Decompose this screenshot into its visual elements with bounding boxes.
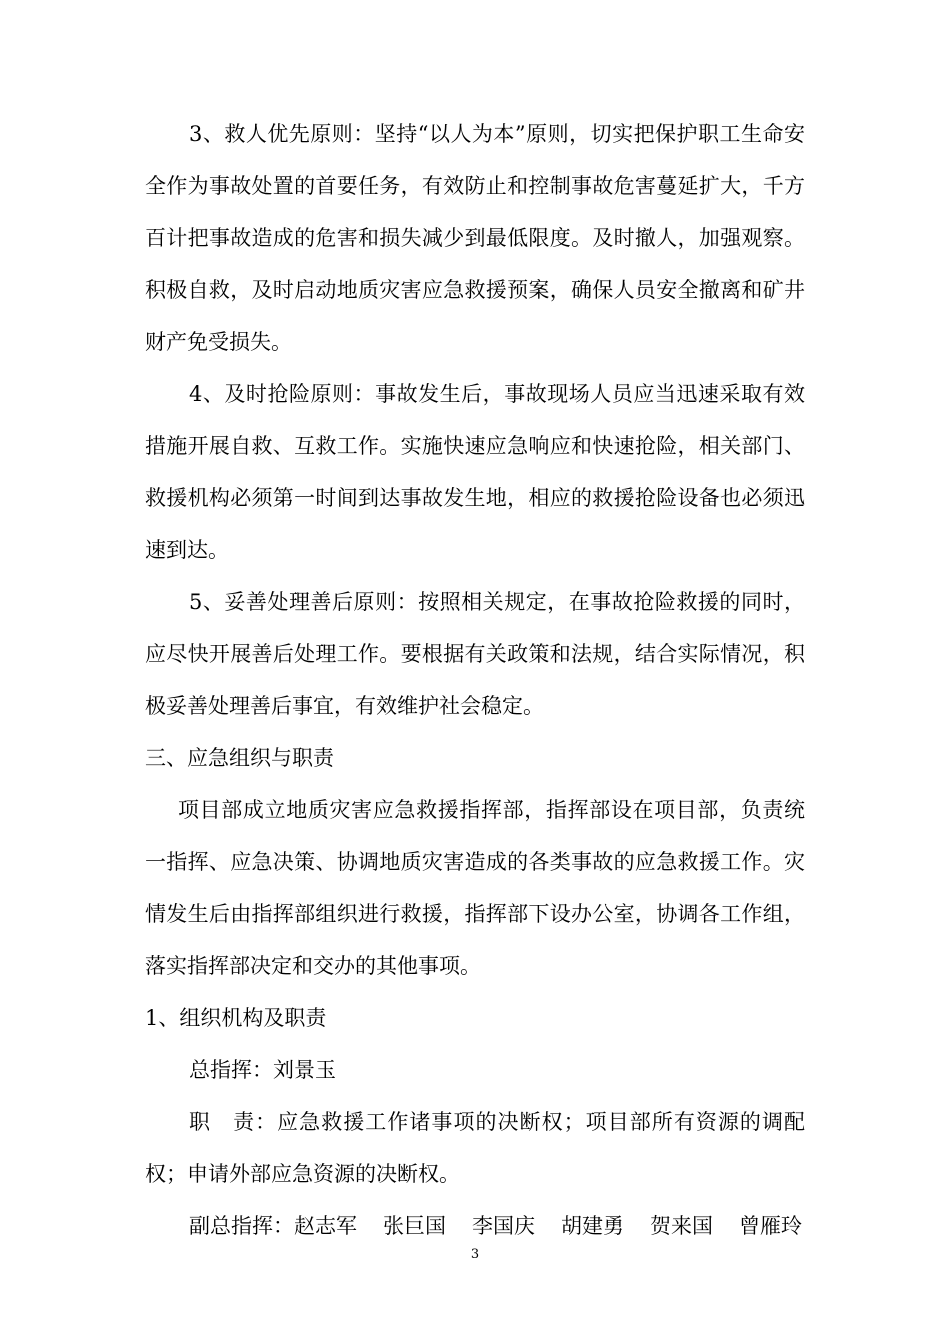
deputy-commanders-line [145,1200,805,1252]
paragraph-aftermath-principle: 5、妥善处理善后原则：按照相关规定，在事故抢险救援的同时，应尽快开展善后处理工作。要根据有关政策和法规，结合实际情况，积极妥善处理善后事宜，有效维护社会稳定。 [145,590,805,718]
document-body [145,108,805,1252]
deputy-commander-name: 胡建勇 [561,1214,624,1238]
deputy-commander-name: 李国庆 [472,1214,535,1238]
section-heading-emergency-organization: 三、应急组织与职责 [145,746,334,770]
deputy-commander-label: 副总指挥： [189,1214,294,1238]
commander-duties: 职 责：应急救援工作诸事项的决断权；项目部所有资源的调配权；申请外部应急资源的决断权。 [145,1110,805,1186]
commander-line: 总指挥：刘景玉 [189,1058,336,1082]
deputy-commander-name: 张巨国 [383,1214,446,1238]
deputy-commander-name: 贺来国 [650,1214,713,1238]
paragraph-rescue-first-principle: 3、救人优先原则：坚持“以人为本”原则，切实把保护职工生命安全作为事故处置的首要任务，有效防止和控制事故危害蔓延扩大，千方百计把事故造成的危害和损失减少到最低限度。及时撤人，加强观察。积极自救，及时启动地质灾害应急救援预案，确保人员安全撤离和矿井财产免受损失。 [145,122,805,354]
deputy-commander-name: 曾雁玲 [739,1214,802,1238]
deputy-commander-name: 赵志军 [294,1214,357,1238]
paragraph-command-center: 项目部成立地质灾害应急救援指挥部，指挥部设在项目部，负责统一指挥、应急决策、协调地质灾害造成的各类事故的应急救援工作。灾情发生后由指挥部组织进行救援，指挥部下设办公室，协调各工作组，落实指挥部决定和交办的其他事项。 [145,798,805,978]
subheading-organization-duties: 1、组织机构及职责 [145,1006,327,1030]
paragraph-timely-rescue-principle: 4、及时抢险原则：事故发生后，事故现场人员应当迅速采取有效措施开展自救、互救工作。实施快速应急响应和快速抢险，相关部门、救援机构必须第一时间到达事故发生地，相应的救援抢险设备也必须迅速到达。 [145,382,805,562]
page-number: 3 [470,1247,480,1262]
